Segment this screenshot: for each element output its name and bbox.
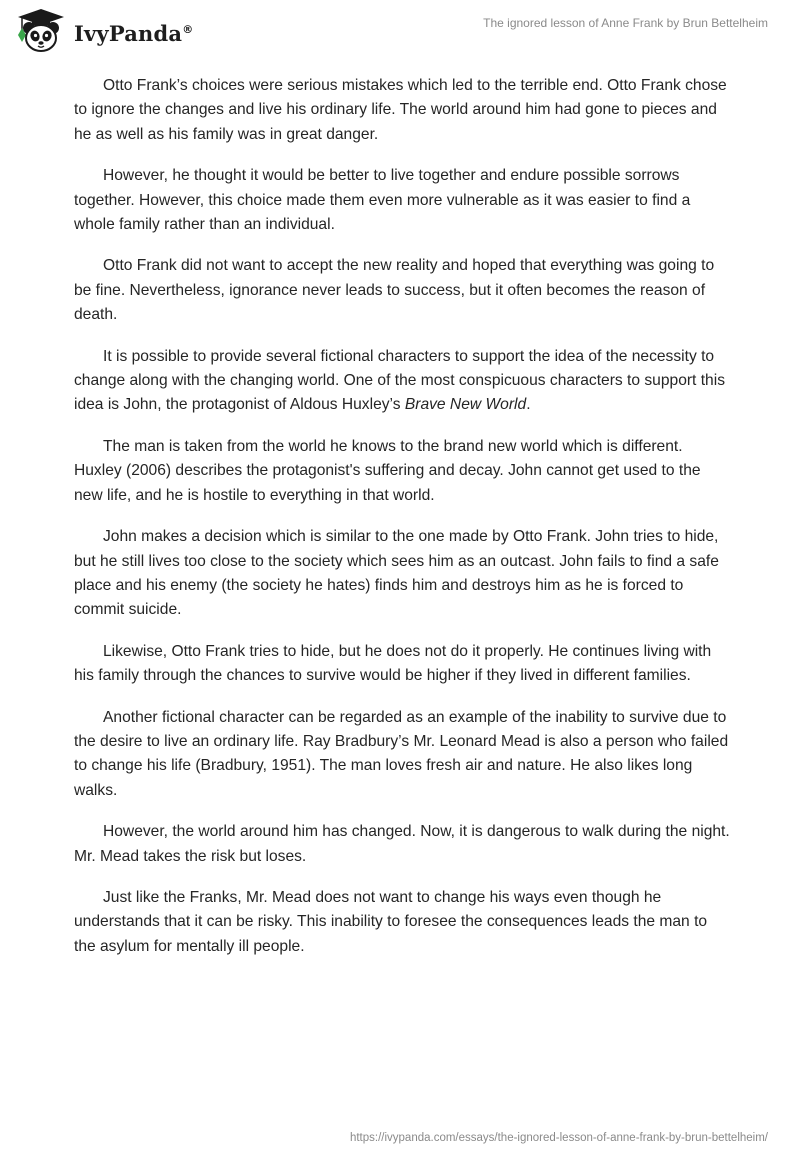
document-title: The ignored lesson of Anne Frank by Brun Bettelheim <box>483 16 768 30</box>
page-header <box>0 0 800 60</box>
essay-body <box>74 74 730 976</box>
paragraph: Another fictional character can be regarded as an example of the inability to survive due to the desire to live an ordinary life. Ray Bradbury’s Mr. Leonard Mead is also a person who failed to change his life (Bradbury, 1951). The man loves fresh air and nature. He also likes long walks. <box>74 708 729 799</box>
paragraph: Otto Frank did not want to accept the new reality and hoped that everything was going to be fine. Nevertheless, ignorance never leads to success, but it often becomes the reason of death. <box>74 257 715 324</box>
paragraph <box>74 345 730 418</box>
book-title: Brave New World <box>404 396 527 414</box>
paragraph: John makes a decision which is similar to the one made by Otto Frank. John tries to hide, but he still lives too close to the society which sees him as an outcast. John fails to find a safe place and his enemy (the society he hates) finds him and destroys him as he is forced to commit suicide. <box>74 528 719 619</box>
paragraph-text: . <box>526 396 531 414</box>
source-url-link[interactable]: https://ivypanda.com/essays/the-ignored-lesson-of-anne-frank-by-brun-bettelheim/ <box>349 1132 768 1144</box>
paragraph: Otto Frank’s choices were serious mistakes which led to the terrible end. Otto Frank chose to ignore the changes and live his ordinary life. The world around him had gone to pieces and he as well as his family was in great danger. <box>74 77 727 143</box>
paragraph: Likewise, Otto Frank tries to hide, but he does not do it properly. He continues living with his family through the chances to survive would be higher if they lived in different families. <box>74 642 712 685</box>
paragraph-text: It is possible to provide several fictional characters to support the idea of the necessity to change along with the changing world. One of the most conspicuous characters to support this idea is John, the protagonist of Aldous Huxley’s <box>74 347 725 414</box>
brand-name: IvyPanda® <box>74 20 194 46</box>
registered-mark: ® <box>182 22 194 36</box>
paragraph: Just like the Franks, Mr. Mead does not want to change his ways even though he understands that it can be risky. This inability to foresee the consequences leads the man to the asylum for mentally ill people. <box>74 888 708 955</box>
panda-graduate-icon <box>14 8 68 54</box>
paragraph: However, the world around him has changed. Now, it is dangerous to walk during the night. Mr. Mead takes the risk but loses. <box>74 823 730 865</box>
ivypanda-logo[interactable] <box>14 8 193 54</box>
paragraph: The man is taken from the world he knows to the brand new world which is different. Huxley (2006) describes the protagonist's suffering and decay. John cannot get used to the new life, and he is hostile to everything in that world. <box>74 437 701 504</box>
paragraph: However, he thought it would be better to live together and endure possible sorrows together. However, this choice made them even more vulnerable as it was easier to find a whole family rather than an individual. <box>74 167 691 234</box>
